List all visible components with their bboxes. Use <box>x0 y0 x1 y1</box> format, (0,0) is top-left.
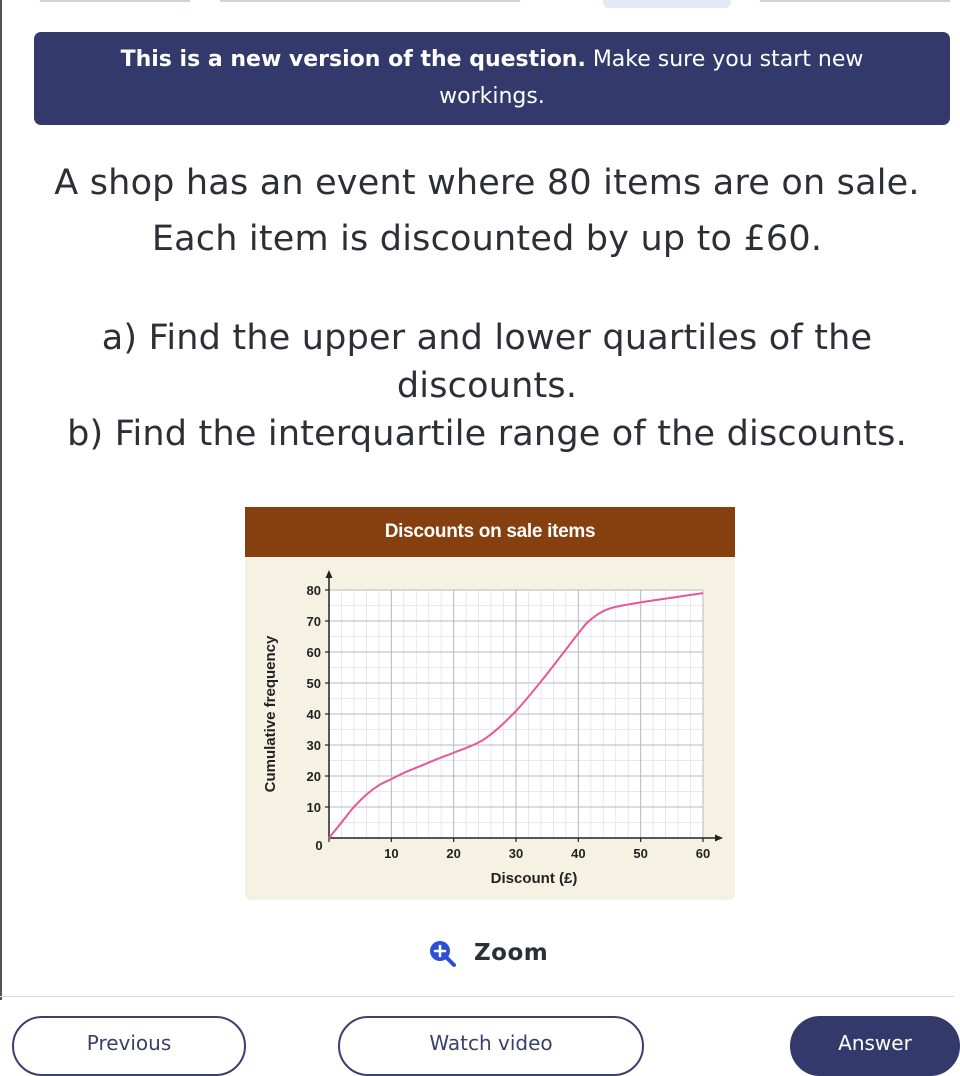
question-part-a-line-1: a) Find the upper and lower quartiles of the <box>101 318 873 358</box>
y-tick-label: 50 <box>306 676 321 691</box>
y-tick-label: 70 <box>306 614 321 629</box>
top-tab <box>603 0 731 8</box>
chart-title: Discounts on sale items <box>245 507 735 557</box>
page-left-border <box>0 0 2 1000</box>
y-tick-label: 80 <box>306 583 321 598</box>
answer-button[interactable]: Answer <box>790 1016 960 1076</box>
bottom-divider <box>0 996 954 997</box>
new-version-banner <box>34 32 950 125</box>
top-divider <box>0 0 954 6</box>
y-tick-label: 60 <box>306 645 321 660</box>
banner-text-line2: workings. <box>439 84 545 109</box>
previous-button[interactable]: Previous <box>12 1016 246 1076</box>
x-tick-label: 30 <box>508 846 524 861</box>
y-tick-label: 40 <box>306 707 321 722</box>
x-tick-label: 0 <box>315 838 323 853</box>
x-axis-label: Discount (£) <box>490 870 578 887</box>
x-tick-label: 10 <box>384 846 399 861</box>
question-line-2: Each item is discounted by up to £60. <box>151 219 823 259</box>
x-tick-label: 20 <box>446 846 461 861</box>
y-axis-label: Cumulative frequency <box>262 635 279 793</box>
x-tick-label: 60 <box>695 846 711 861</box>
y-tick-label: 30 <box>306 738 321 753</box>
y-axis-arrow <box>326 570 333 578</box>
question-part-b: b) Find the interquartile range of the discounts. <box>67 414 907 454</box>
x-tick-label: 40 <box>571 846 586 861</box>
x-tick-label: 50 <box>633 846 648 861</box>
x-axis-arrow <box>715 835 723 842</box>
cumulative-frequency-chart <box>245 507 735 900</box>
zoom-in-icon <box>428 939 456 967</box>
y-tick-label: 10 <box>306 800 321 815</box>
y-tick-label: 20 <box>306 769 321 784</box>
question-part-a-line-2: discounts. <box>396 366 578 406</box>
watch-video-button[interactable]: Watch video <box>338 1016 644 1076</box>
banner-bold-text: This is a new version of the question. <box>120 47 586 72</box>
chart-canvas <box>245 557 735 900</box>
banner-text-rest: Make sure you start new <box>585 47 864 72</box>
zoom-label: Zoom <box>474 940 549 966</box>
zoom-button[interactable] <box>428 933 548 973</box>
question-line-1: A shop has an event where 80 items are on sale. <box>54 163 920 203</box>
